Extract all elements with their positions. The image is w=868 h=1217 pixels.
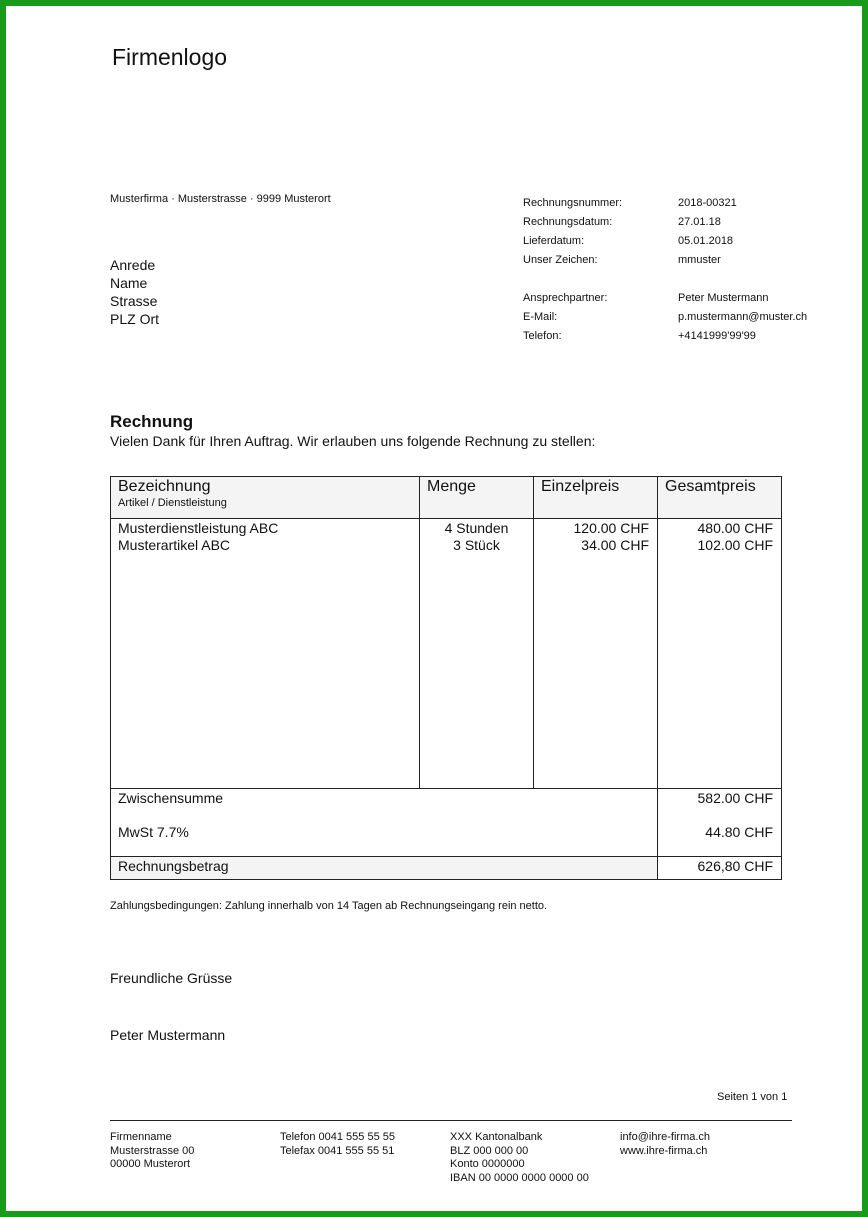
meta-value: 2018-00321 [678, 197, 737, 209]
footer-web [620, 1131, 710, 1158]
row-unit-price: 34.00 CHF [581, 537, 649, 553]
company-logo-text: Firmenlogo [112, 44, 228, 70]
address-line-name: Name [110, 275, 148, 291]
meta-label: Rechnungsnummer: [523, 197, 623, 209]
address-line-city: PLZ Ort [110, 311, 160, 327]
address-line-street: Strasse [110, 293, 158, 309]
footer-website[interactable]: www.ihre-firma.ch [620, 1144, 708, 1157]
footer-line: Telefon 0041 555 55 55 [280, 1131, 395, 1143]
divider [111, 788, 781, 789]
subtotal-label: Zwischensumme [118, 790, 224, 806]
meta-value: p.mustermann@muster.ch [678, 311, 808, 323]
meta-invoice-date [523, 216, 721, 228]
meta-invoice-number [523, 197, 737, 209]
header-menge: Menge [427, 478, 476, 495]
footer-line: Musterstrasse 00 [110, 1144, 195, 1157]
footer-company [110, 1131, 194, 1172]
footer-line: 00000 Musterort [110, 1158, 191, 1170]
invoice-table [110, 476, 782, 880]
total-label: Rechnungsbetrag [118, 858, 229, 874]
footer-divider [110, 1120, 792, 1121]
row-qty: 3 Stück [453, 537, 500, 553]
meta-label: Unser Zeichen: [523, 254, 598, 266]
header-bezeichnung: Bezeichnung [118, 478, 211, 495]
closing-greeting: Freundliche Grüsse [110, 970, 233, 986]
page-count: Seiten 1 von 1 [717, 1091, 788, 1103]
row-unit-price: 120.00 CHF [573, 520, 649, 536]
meta-value: +4141999'99'99 [678, 330, 756, 342]
footer-line: BLZ 000 000 00 [450, 1144, 529, 1157]
meta-delivery-date [523, 235, 733, 247]
row-name: Musterartikel ABC [118, 537, 231, 553]
row-qty: 4 Stunden [444, 520, 509, 536]
footer-line: Firmenname [110, 1131, 172, 1143]
meta-contact-person [523, 292, 768, 304]
meta-label: Rechnungsdatum: [523, 216, 613, 228]
meta-value: 05.01.2018 [678, 235, 734, 247]
meta-phone [523, 330, 756, 342]
total-value: 626,80 CHF [697, 858, 773, 874]
footer-line: Telefax 0041 555 55 51 [280, 1144, 395, 1157]
header-einzelpreis: Einzelpreis [541, 478, 620, 495]
meta-email [523, 311, 807, 323]
meta-value: Peter Mustermann [678, 292, 769, 304]
row-total-price: 102.00 CHF [697, 537, 773, 553]
footer-line: IBAN 00 0000 0000 0000 00 [450, 1171, 589, 1184]
header-gesamtpreis: Gesamtpreis [665, 478, 756, 495]
meta-value: 27.01.18 [678, 216, 721, 228]
sender-line: Musterfirma · Musterstrasse · 9999 Musterort [110, 193, 331, 205]
document-title: Rechnung [110, 412, 194, 431]
vat-value: 44.80 CHF [705, 824, 773, 840]
row-total-price: 480.00 CHF [697, 520, 773, 536]
meta-label: Ansprechpartner: [523, 292, 608, 304]
meta-value: mmuster [678, 254, 721, 266]
signer-name: Peter Mustermann [110, 1027, 226, 1043]
meta-reference [523, 254, 721, 266]
footer-phone [280, 1131, 395, 1158]
row-name: Musterdienstleistung ABC [118, 520, 279, 536]
intro-text: Vielen Dank für Ihren Auftrag. Wir erlauben uns folgende Rechnung zu stellen: [110, 433, 596, 449]
recipient-address [110, 256, 159, 328]
meta-label: Lieferdatum: [523, 235, 585, 247]
header-bezeichnung-sub: Artikel / Dienstleistung [118, 497, 227, 509]
address-line-salutation: Anrede [110, 257, 156, 273]
vat-label: MwSt 7.7% [118, 824, 189, 840]
footer-email[interactable]: info@ihre-firma.ch [620, 1131, 711, 1143]
meta-label: E-Mail: [523, 311, 558, 323]
payment-terms: Zahlungsbedingungen: Zahlung innerhalb von 14 Tagen ab Rechnungseingang rein netto. [110, 900, 548, 912]
meta-label: Telefon: [523, 330, 562, 342]
subtotal-value: 582.00 CHF [697, 790, 773, 806]
footer-line: XXX Kantonalbank [450, 1131, 543, 1143]
footer-line: Konto 0000000 [450, 1158, 525, 1170]
footer-bank [450, 1131, 589, 1185]
